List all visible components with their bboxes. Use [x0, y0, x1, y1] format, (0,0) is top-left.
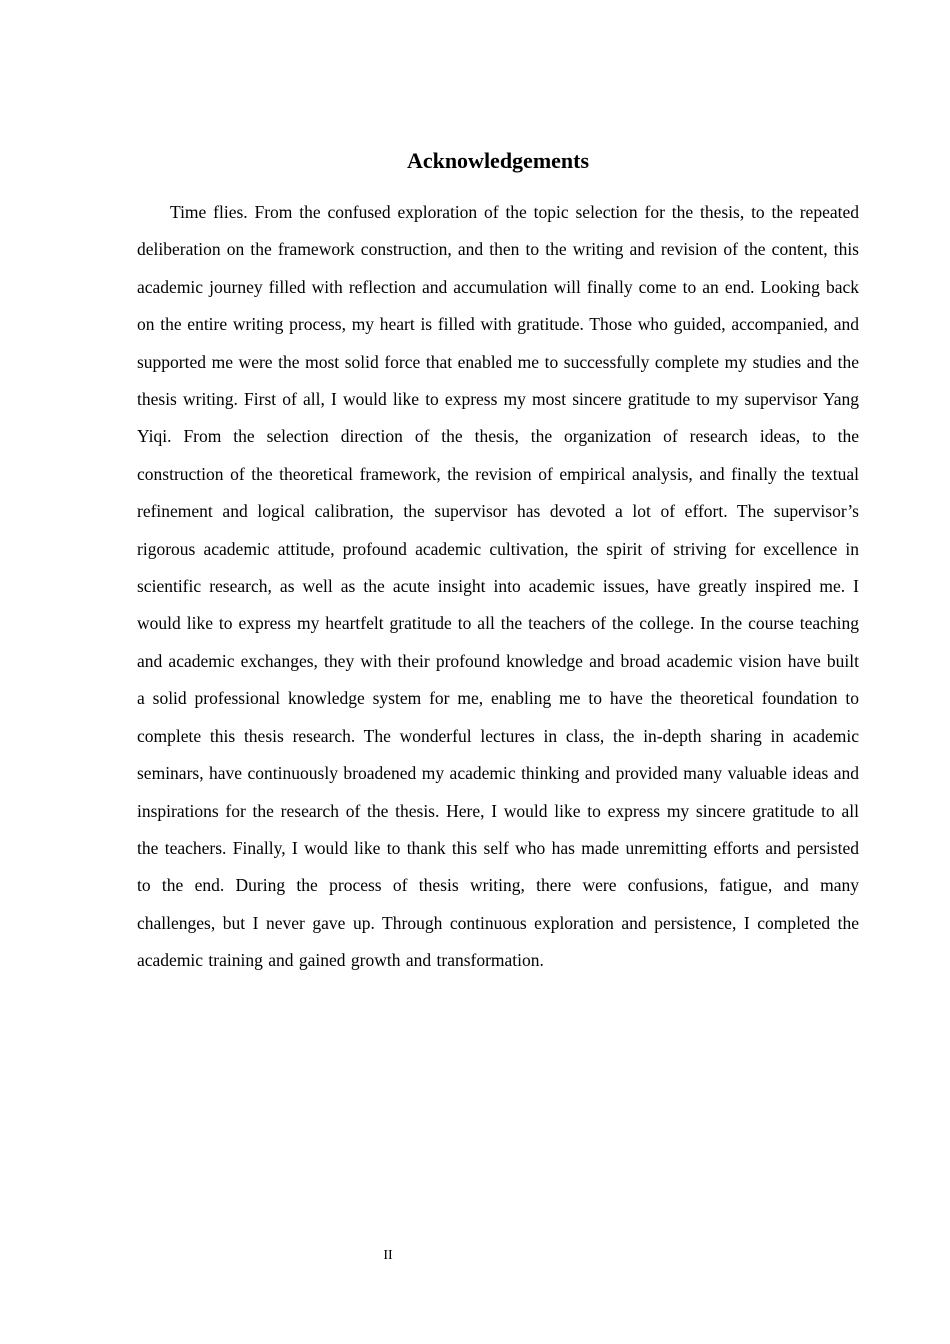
page-number: II — [383, 1248, 393, 1263]
body-paragraph: Time flies. From the confused exploration of the topic selection for the thesis, to the repeated deliberation on the framework construction, and then to the writing and revision of the content, this academic journey filled with reflection and accumulation will finally come to an end. Looking back on the entire writing process, my heart is filled with gratitude. Those who guided, accompanied, and supported me were the most solid force that enabled me to successfully complete my studies and the thesis writing. First of all, I would like to express my most sincere gratitude to my supervisor Yang Yiqi. From the selection direction of the thesis, the organization of research ideas, to the construction of the theoretical framework, the revision of empirical analysis, and finally the textual refinement and logical calibration, the supervisor has devoted a lot of effort. The supervisor’s rigorous academic attitude, profound academic cultivation, the spirit of striving for excellence in scientific research, as well as the acute insight into academic issues, have greatly inspired me. I would like to express my heartfelt gratitude to all the teachers of the college. In the course teaching and academic exchanges, they with their profound knowledge and broad academic vision have built a solid professional knowledge system for me, enabling me to have the theoretical foundation to complete this thesis research. The wonderful lectures in class, the in-depth sharing in academic seminars, have continuously broadened my academic thinking and provided many valuable ideas and inspirations for the research of the thesis. Here, I would like to express my sincere gratitude to all the teachers. Finally, I would like to thank this self who has made unremitting efforts and persisted to the end. During the process of thesis writing, there were confusions, fatigue, and many challenges, but I never gave up. Through continuous exploration and persistence, I completed the academic training and gained growth and transformation. — [137, 202, 859, 971]
page-title: Acknowledgements — [406, 148, 590, 173]
